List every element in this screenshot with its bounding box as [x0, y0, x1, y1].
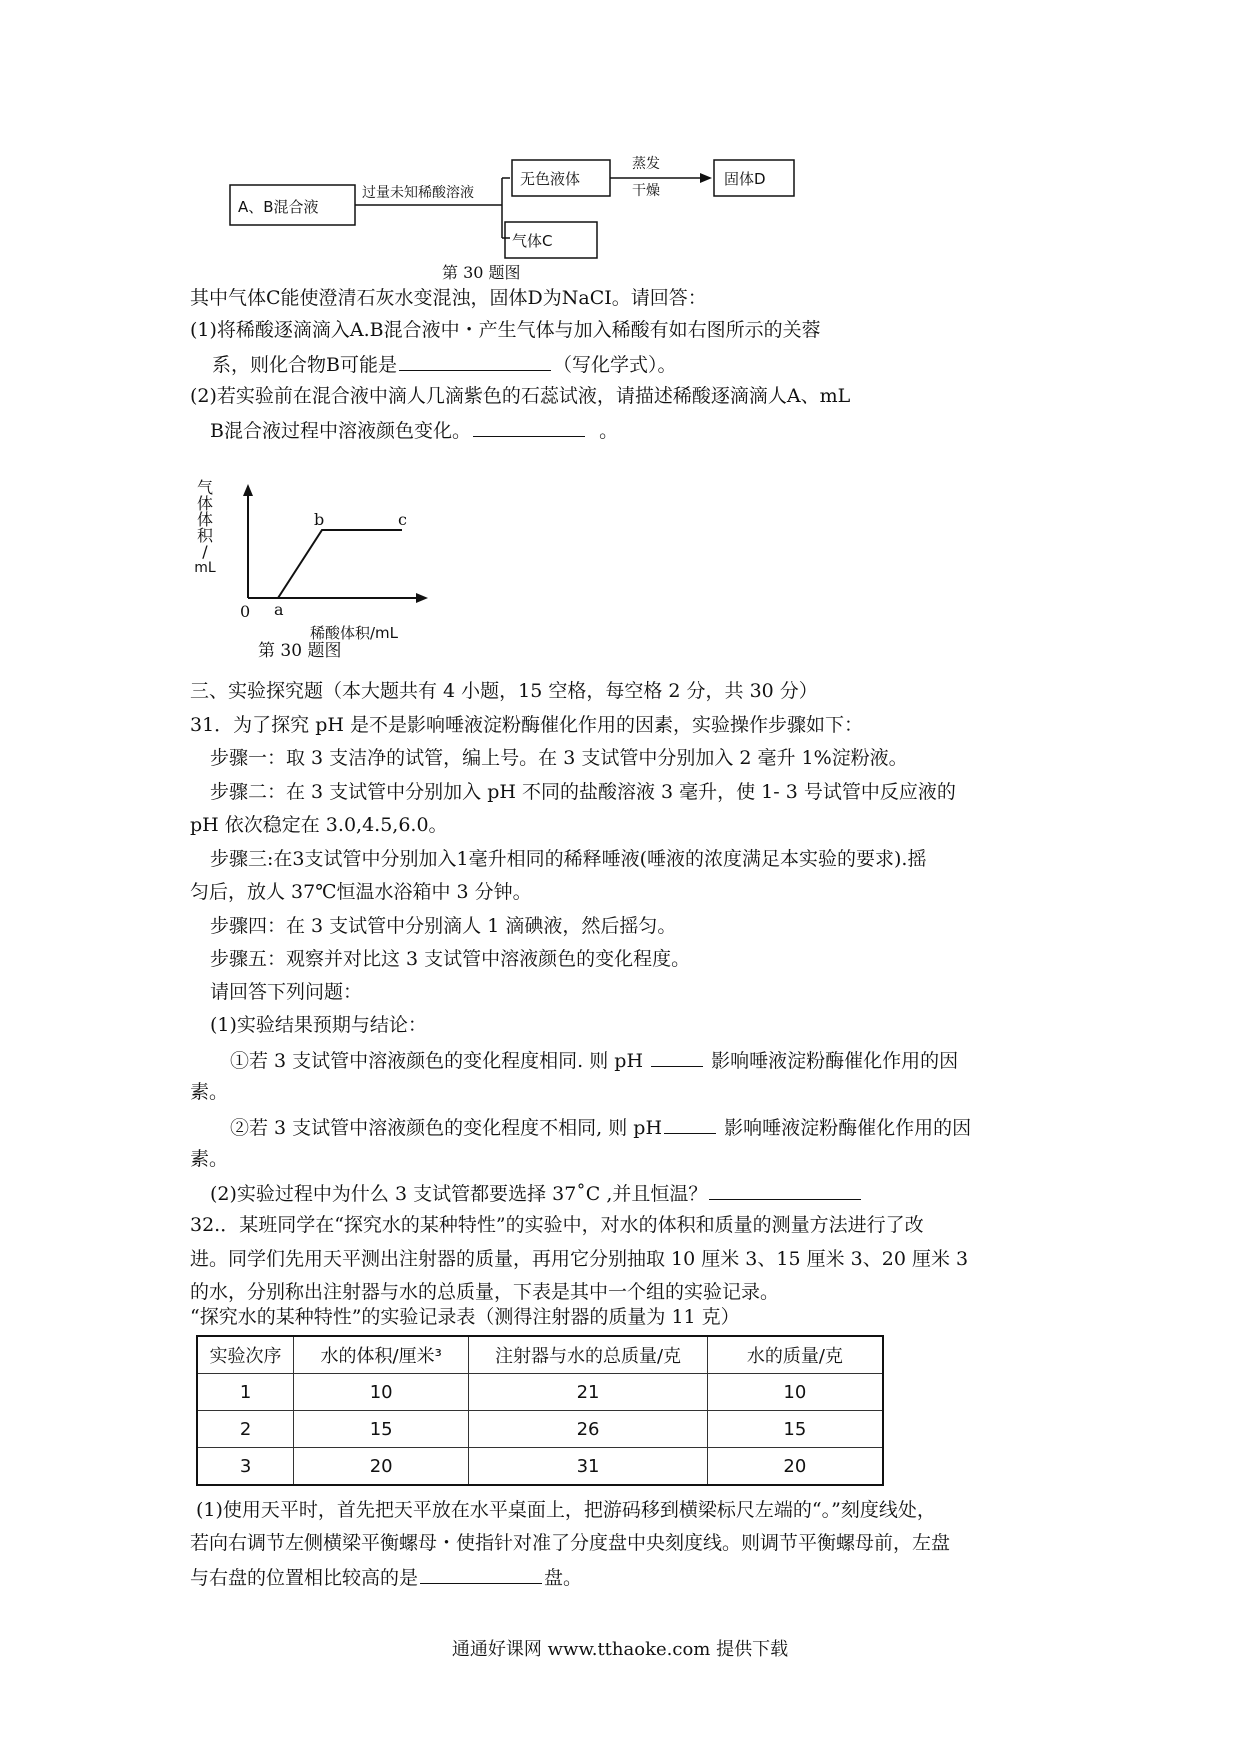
table-header-cell: 水的质量/克 [707, 1336, 883, 1374]
table-cell: 10 [294, 1374, 469, 1411]
flow-diagram [220, 140, 800, 280]
table-cell: 26 [469, 1411, 707, 1448]
q31-conclusion2-line1 [230, 1111, 971, 1143]
q30-part1-suffix: （写化学式）。 [552, 354, 677, 376]
q31-c2-text2: 影响唾液淀粉酶催化作用的因 [724, 1117, 972, 1139]
q30-part2-line2 [210, 414, 618, 446]
section3-heading: 三、实验探究题（本大题共有 4 小题，15 空格，每空格 2 分，共 30 分） [190, 680, 818, 702]
q31-step1: 步骤一：取 3 支洁净的试管，编上号。在 3 支试管中分别加入 2 毫升 1%淀粉液。 [210, 747, 908, 769]
q32-answer-blank-1[interactable] [420, 1561, 542, 1584]
table-header-cell: 实验次序 [197, 1336, 294, 1374]
arrow-label-acid: 过量未知稀酸溶液 [362, 185, 474, 201]
experiment-record-table [196, 1335, 884, 1486]
q32-line3: 的水，分别称出注射器与水的总质量，下表是其中一个组的实验记录。 [190, 1281, 780, 1303]
graph-caption: 第 30 题图 [258, 641, 342, 661]
q30-part1-line2 [212, 348, 676, 380]
table-cell: 20 [294, 1448, 469, 1486]
q32-table-title: “探究水的某种特性”的实验记录表（测得注射器的质量为 11 克） [190, 1306, 740, 1328]
q30-part1-text: 系，则化合物B可能是 [212, 354, 397, 376]
q30-answer-blank-2[interactable] [473, 414, 585, 437]
q31-step5: 步骤五：观察并对比这 3 支试管中溶液颜色的变化程度。 [210, 948, 691, 970]
table-row [197, 1411, 883, 1448]
box-gas-label: 气体C [512, 232, 553, 250]
graph-origin: 0 [240, 602, 251, 621]
q31-title: 31．为了探究 pH 是不是影响唾液淀粉酶催化作用的因素，实验操作步骤如下： [190, 714, 863, 736]
gas-volume-graph [190, 480, 440, 660]
q31-part1: (1)实验结果预期与结论： [210, 1014, 427, 1036]
q31-c1-text2: 影响唾液淀粉酶催化作用的因 [711, 1050, 959, 1072]
q30-part2-text: B混合液过程中溶液颜色变化。 [210, 420, 471, 442]
arrow2-bottom-label: 干燥 [632, 183, 660, 199]
q32-part1-suffix: 盘。 [544, 1567, 583, 1589]
q32-part1-line2: 若向右调节左侧横梁平衡螺母・使指针对准了分度盘中央刻度线。则调节平衡螺母前，左盘 [190, 1532, 951, 1554]
table-cell: 31 [469, 1448, 707, 1486]
q31-conclusion1-line2: 素。 [190, 1081, 229, 1103]
graph-ylabel: 气 体 体 积 / mL [194, 478, 216, 576]
q31-conclusion1-line1 [230, 1044, 958, 1076]
page-footer: 通通好课网 www.tthaoke.com 提供下载 [451, 1639, 789, 1660]
table-cell: 3 [197, 1448, 294, 1486]
q32-part1-line3 [190, 1561, 582, 1593]
table-cell: 21 [469, 1374, 707, 1411]
q31-conclusion2-line2: 素。 [190, 1148, 229, 1170]
q31-step3-line2: 匀后，放人 37℃恒温水浴箱中 3 分钟。 [190, 881, 532, 903]
table-cell: 20 [707, 1448, 883, 1486]
q31-part2-text: (2)实验过程中为什么 3 支试管都要选择 37˚C ,并且恒温？ [210, 1183, 708, 1205]
q30-answer-blank-1[interactable] [399, 348, 551, 371]
q32-line2: 进。同学们先用天平测出注射器的质量，再用它分别抽取 10 厘米 3、15 厘米 3、20 厘米 3 [190, 1248, 969, 1270]
q30-intro: 其中气体C能使澄清石灰水变混浊，固体D为NaCI。请回答： [190, 287, 707, 309]
table-cell: 1 [197, 1374, 294, 1411]
graph-point-c: c [398, 510, 407, 529]
q31-answer-blank-3[interactable] [709, 1177, 861, 1200]
table-cell: 2 [197, 1411, 294, 1448]
box-ab-label: A、B混合液 [238, 198, 319, 216]
table-cell: 15 [294, 1411, 469, 1448]
table-header-row [197, 1336, 883, 1374]
graph-point-b: b [314, 510, 325, 529]
table-row [197, 1448, 883, 1486]
box-solid-label: 固体D [724, 170, 766, 188]
q30-part1-line1: (1)将稀酸逐滴滴入A.B混合液中・产生气体与加入稀酸有如右图所示的关蓉 [190, 319, 821, 341]
q31-c2-text: ②若 3 支试管中溶液颜色的变化程度不相同, 则 pH [230, 1117, 663, 1139]
q31-step4: 步骤四：在 3 支试管中分别滴人 1 滴碘液，然后摇匀。 [210, 915, 677, 937]
q31-step3-line1: 步骤三:在3支试管中分别加入1毫升相同的稀释唾液(唾液的浓度满足本实验的要求).摇 [210, 848, 927, 870]
q31-step2-line2: pH 依次稳定在 3.0,4.5,6.0。 [190, 814, 448, 836]
table-row [197, 1374, 883, 1411]
q30-part2-suffix: 。 [599, 420, 619, 442]
q31-part2 [210, 1177, 863, 1209]
table-header-cell: 注射器与水的总质量/克 [469, 1336, 707, 1374]
box-liquid-label: 无色液体 [520, 170, 581, 188]
q31-c1-text: ①若 3 支试管中溶液颜色的变化程度相同. 则 pH [230, 1050, 644, 1072]
q32-part1-line1: (1)使用天平时，首先把天平放在水平桌面上，把游码移到横梁标尺左端的“。”刻度线处， [196, 1499, 936, 1521]
q32-part1-text: 与右盘的位置相比较高的是 [190, 1567, 419, 1589]
q30-part2-line1: (2)若实验前在混合液中滴人几滴紫色的石蕊试液，请描述稀酸逐滴滴人A、mL [190, 385, 851, 407]
q31-ask: 请回答下列问题： [210, 981, 363, 1003]
flow-caption: 第 30 题图 [442, 263, 521, 282]
table-cell: 15 [707, 1411, 883, 1448]
q31-answer-blank-2[interactable] [664, 1111, 716, 1134]
arrow2-top-label: 蒸发 [632, 156, 660, 172]
q31-step2-line1: 步骤二：在 3 支试管中分别加入 pH 不同的盐酸溶液 3 毫升，使 1- 3 号试管中反应液的 [210, 781, 956, 803]
table-header-cell: 水的体积/厘米³ [294, 1336, 469, 1374]
q32-line1: 32.．某班同学在“探究水的某种特性”的实验中，对水的体积和质量的测量方法进行了改 [190, 1214, 924, 1236]
graph-point-a: a [274, 600, 284, 619]
table-cell: 10 [707, 1374, 883, 1411]
q31-answer-blank-1[interactable] [651, 1044, 703, 1067]
graph-xlabel: 稀酸体积/mL [310, 624, 399, 642]
